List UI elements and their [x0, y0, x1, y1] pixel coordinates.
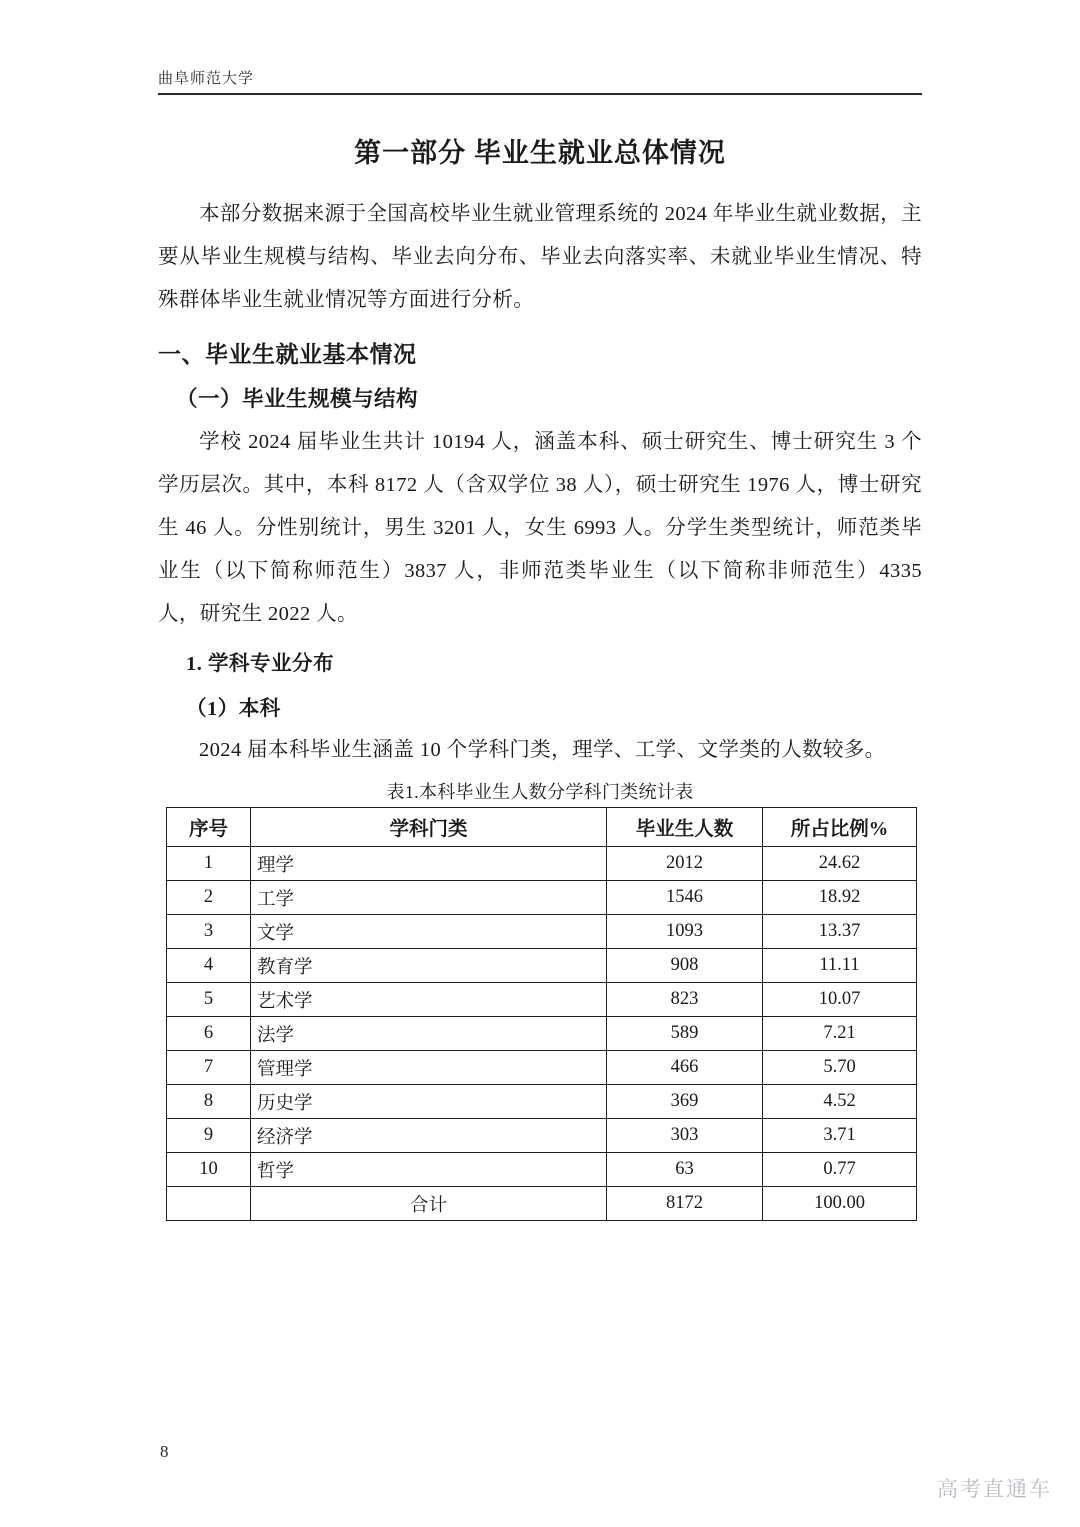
cell-category: 经济学 [251, 1119, 607, 1153]
cell-no: 6 [167, 1017, 251, 1051]
column-header-no: 序号 [167, 808, 251, 847]
table-row [167, 915, 917, 949]
cell-no: 4 [167, 949, 251, 983]
cell-total-count: 8172 [607, 1187, 763, 1221]
cell-count: 1093 [607, 915, 763, 949]
running-header [158, 70, 922, 95]
header-rule [158, 93, 922, 95]
cell-no: 1 [167, 847, 251, 881]
table-total-row [167, 1187, 917, 1221]
cell-category: 艺术学 [251, 983, 607, 1017]
cell-count: 589 [607, 1017, 763, 1051]
section-heading-level2: （一）毕业生规模与结构 [176, 386, 419, 411]
table-header-row [167, 808, 917, 847]
table-row [167, 1119, 917, 1153]
section-heading-level1: 一、毕业生就业基本情况 [158, 342, 417, 368]
cell-percent: 24.62 [763, 847, 917, 881]
header-organization: 曲阜师范大学 [158, 71, 255, 87]
column-header-percent: 所占比例% [763, 808, 917, 847]
table-caption: 表1.本科毕业生人数分学科门类统计表 [386, 782, 694, 803]
table-row [167, 881, 917, 915]
cell-no: 7 [167, 1051, 251, 1085]
cell-no: 8 [167, 1085, 251, 1119]
cell-no [167, 1187, 251, 1221]
table-row [167, 1017, 917, 1051]
cell-no: 9 [167, 1119, 251, 1153]
cell-percent: 13.37 [763, 915, 917, 949]
cell-category: 管理学 [251, 1051, 607, 1085]
cell-count: 369 [607, 1085, 763, 1119]
cell-percent: 3.71 [763, 1119, 917, 1153]
cell-no: 5 [167, 983, 251, 1017]
intro-paragraph: 本部分数据来源于全国高校毕业生就业管理系统的 2024 年毕业生就业数据，主要从毕业生规模与结构、毕业去向分布、毕业去向落实率、未就业毕业生情况、特殊群体毕业生就业情况等方面进行分析。 [158, 203, 922, 312]
cell-percent: 18.92 [763, 881, 917, 915]
page-title: 第一部分 毕业生就业总体情况 [354, 138, 726, 168]
cell-count: 908 [607, 949, 763, 983]
document-body [158, 118, 922, 1221]
cell-percent: 11.11 [763, 949, 917, 983]
table-body [167, 847, 917, 1221]
cell-percent: 5.70 [763, 1051, 917, 1085]
table-row [167, 983, 917, 1017]
cell-count: 1546 [607, 881, 763, 915]
table-row [167, 1153, 917, 1187]
cell-no: 2 [167, 881, 251, 915]
cell-category: 法学 [251, 1017, 607, 1051]
table-row [167, 847, 917, 881]
cell-count: 63 [607, 1153, 763, 1187]
cell-no: 3 [167, 915, 251, 949]
column-header-count: 毕业生人数 [607, 808, 763, 847]
cell-category: 工学 [251, 881, 607, 915]
cell-count: 823 [607, 983, 763, 1017]
cell-total-percent: 100.00 [763, 1187, 917, 1221]
undergrad-paragraph: 2024 届本科毕业生涵盖 10 个学科门类，理学、工学、文学类的人数较多。 [199, 739, 886, 762]
page-number: 8 [160, 1442, 169, 1461]
table-row [167, 1085, 917, 1119]
cell-count: 303 [607, 1119, 763, 1153]
cell-count: 2012 [607, 847, 763, 881]
watermark: 高考直通车 [937, 1478, 1052, 1501]
cell-count: 466 [607, 1051, 763, 1085]
cell-total-label: 合计 [251, 1187, 607, 1221]
scale-paragraph: 学校 2024 届毕业生共计 10194 人，涵盖本科、硕士研究生、博士研究生 3 个学历层次。其中，本科 8172 人（含双学位 38 人），硕士研究生 1976 人，博士研究生 46 人。分性别统计，男生 3201 人，女生 6993 人。分学生类型统计，师范类毕业生（以下简称师范生）3837 人，非师范类毕业生（以下简称非师范生）4335 人，研究生 2022 人。 [158, 430, 922, 625]
cell-category: 理学 [251, 847, 607, 881]
discipline-statistics-table [166, 807, 917, 1221]
cell-no: 10 [167, 1153, 251, 1187]
cell-category: 哲学 [251, 1153, 607, 1187]
cell-percent: 7.21 [763, 1017, 917, 1051]
cell-category: 历史学 [251, 1085, 607, 1119]
cell-percent: 10.07 [763, 983, 917, 1017]
section-heading-level4: （1）本科 [186, 697, 281, 720]
column-header-category: 学科门类 [251, 808, 607, 847]
table-row [167, 949, 917, 983]
cell-percent: 4.52 [763, 1085, 917, 1119]
section-heading-level3: 1. 学科专业分布 [186, 652, 334, 675]
cell-category: 教育学 [251, 949, 607, 983]
table-row [167, 1051, 917, 1085]
cell-category: 文学 [251, 915, 607, 949]
cell-percent: 0.77 [763, 1153, 917, 1187]
